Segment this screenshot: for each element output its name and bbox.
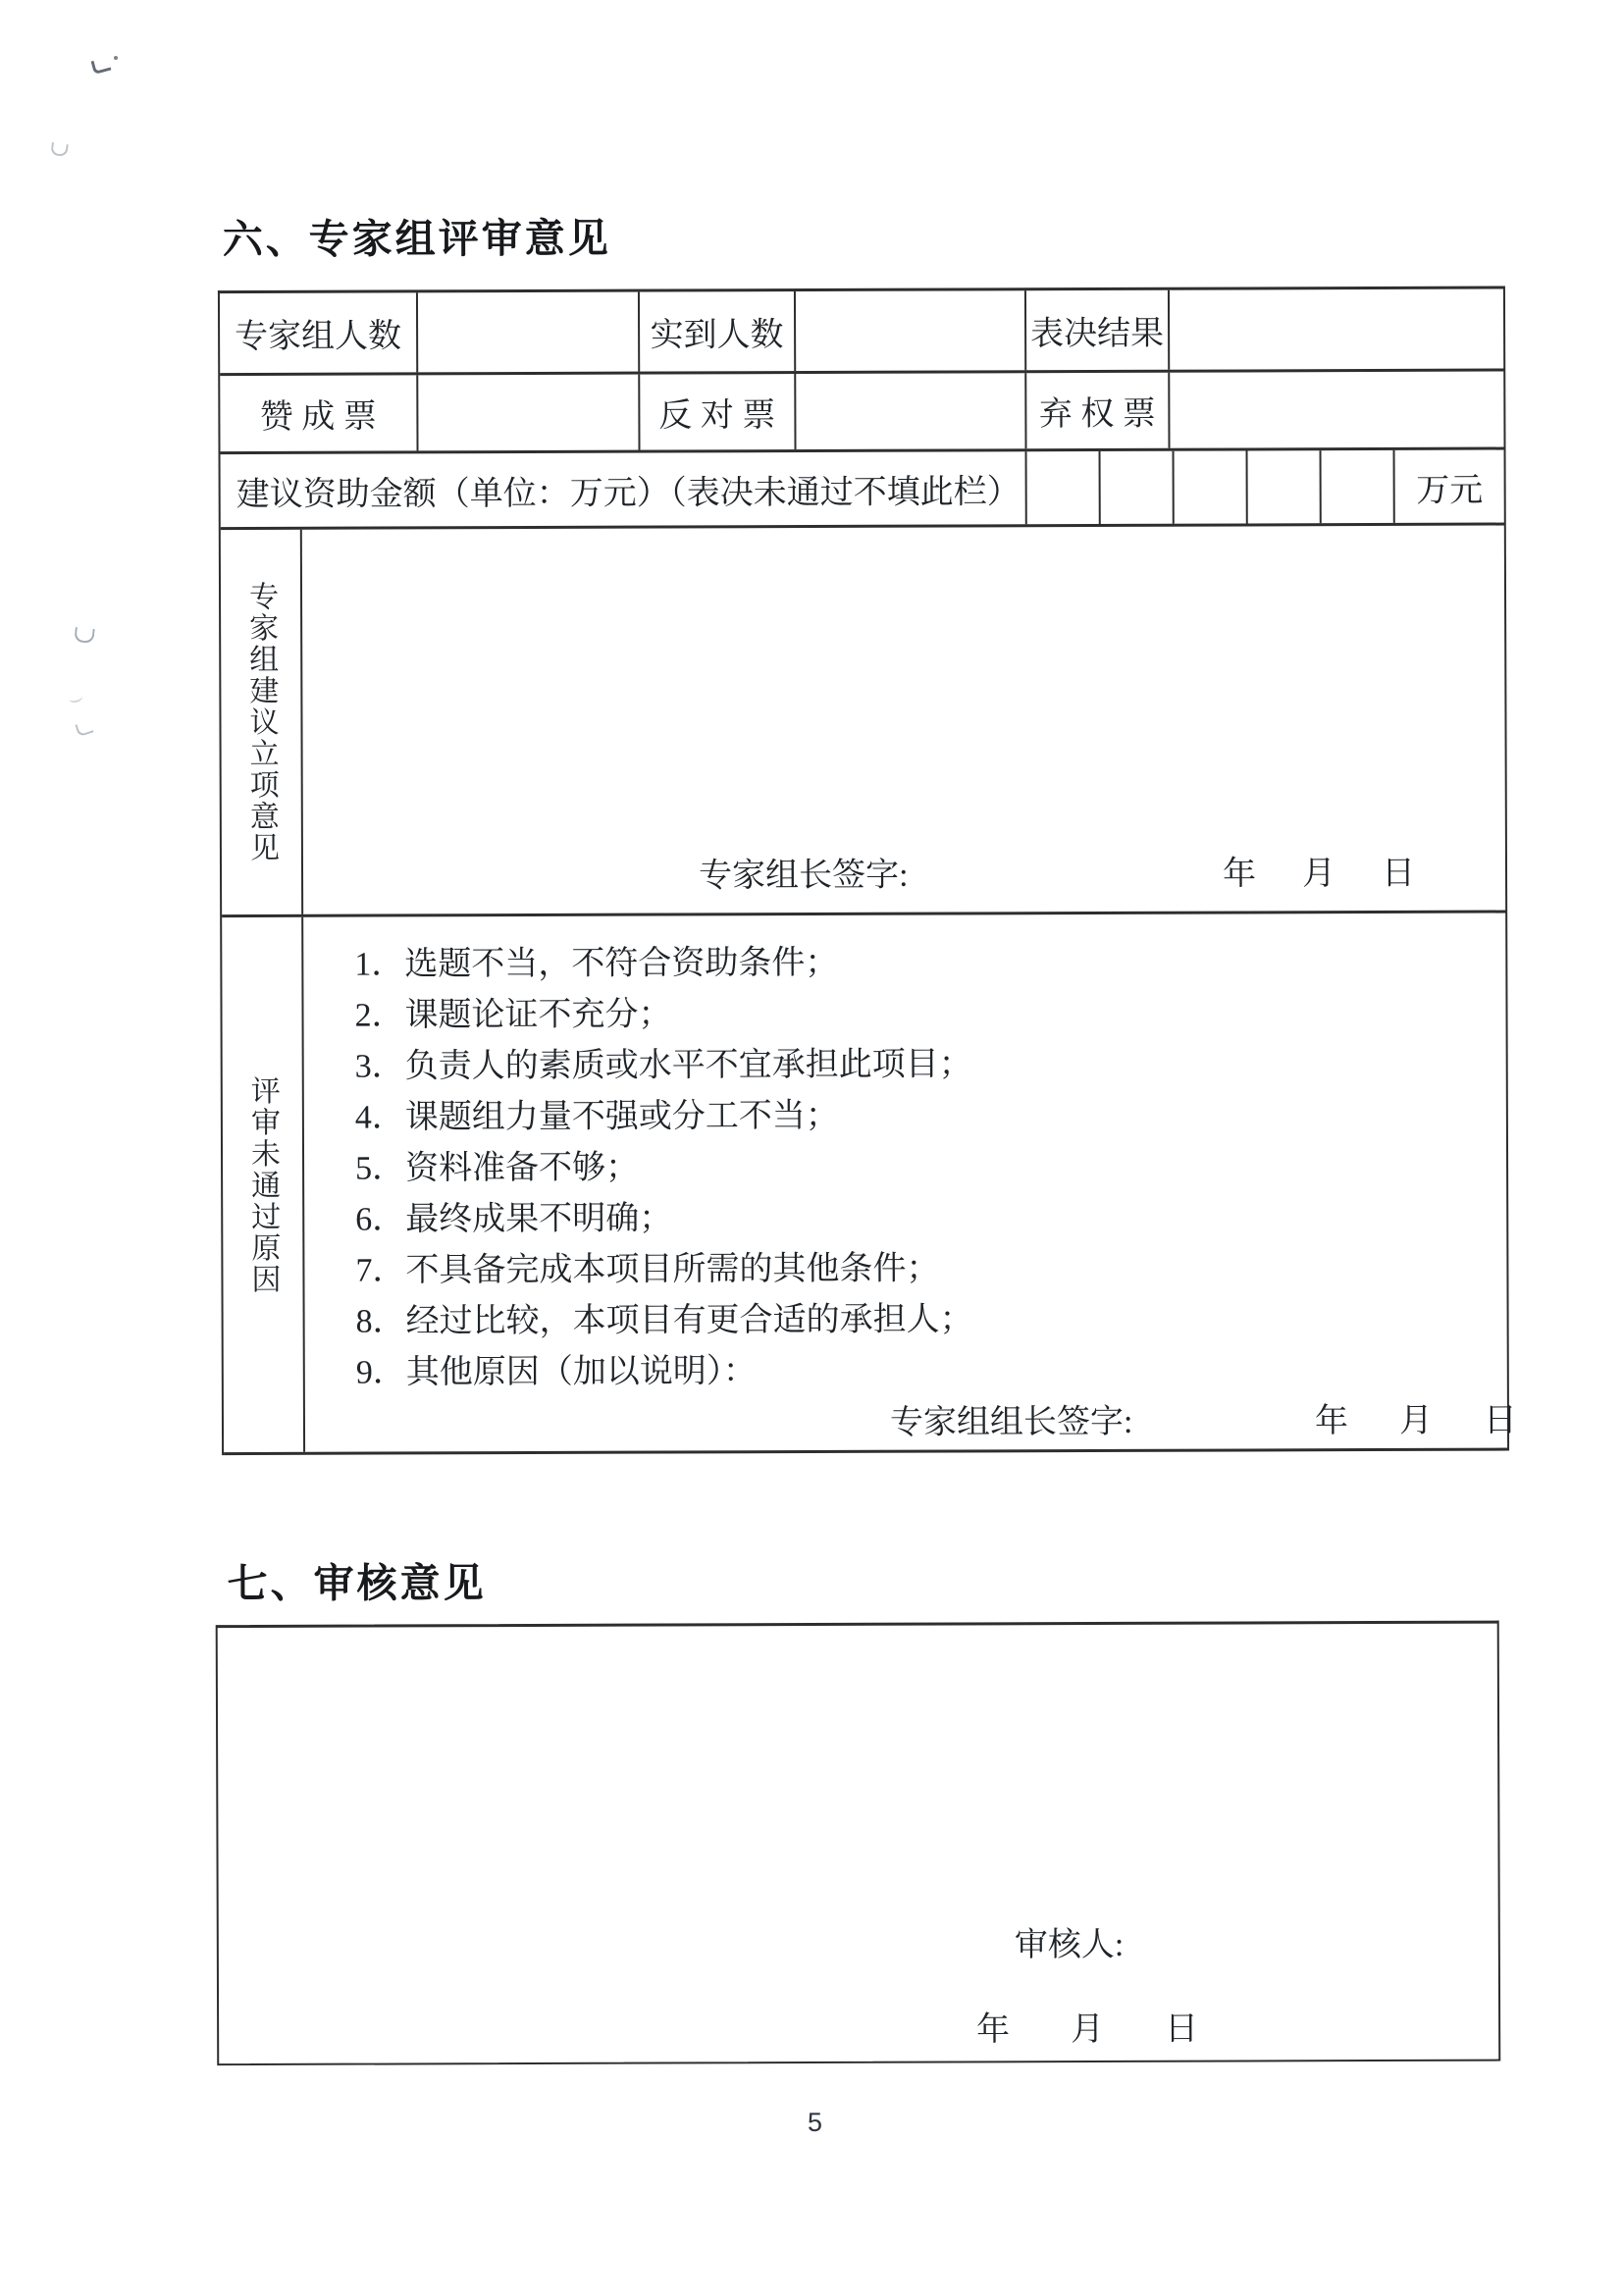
rejection-reasons-area <box>303 913 1518 1452</box>
date-line <box>1315 1392 1517 1441</box>
label-vote-result: 表决结果 <box>1026 290 1170 371</box>
reason-item: 4．课题组力量不强或分工不当； <box>354 1097 839 1136</box>
amount-digit-cell <box>1248 450 1322 523</box>
side-label-proposal-opinion <box>221 530 303 914</box>
table-row <box>221 450 1506 531</box>
proposal-opinion-area <box>302 526 1507 914</box>
reason-item: 8．经过比较，本项目有更合适的承担人； <box>355 1301 973 1340</box>
date-line <box>976 2002 1198 2051</box>
date-day-label: 日 <box>1165 2010 1199 2048</box>
table-row <box>220 372 1505 455</box>
label-oppose-votes: 反 对 票 <box>640 374 796 450</box>
table-row <box>222 913 1518 1456</box>
label-expert-group-count: 专家组人数 <box>220 292 418 373</box>
section7-heading: 七、审核意见 <box>227 1560 487 1607</box>
label-amount-unit: 万元 <box>1395 450 1506 523</box>
audit-opinion-box <box>216 1621 1501 2066</box>
cell-actual-attendance-value <box>796 290 1026 371</box>
section6-heading: 六、专家组评审意见 <box>222 215 611 263</box>
page-number: 5 <box>807 2107 823 2138</box>
reason-item: 1．选题不当，不符合资助条件； <box>354 944 839 983</box>
date-month-label: 月 <box>1301 856 1336 893</box>
date-year-label: 年 <box>1222 856 1257 893</box>
date-day-label: 日 <box>1483 1402 1518 1439</box>
label-abstain-votes: 弃 权 票 <box>1026 373 1170 449</box>
reason-item: 7．不具备完成本项目所需的其他条件； <box>355 1250 940 1289</box>
reason-item: 5．资料准备不够； <box>355 1149 640 1187</box>
reason-item: 2．课题论证不充分； <box>354 996 672 1034</box>
date-month-label: 月 <box>1071 2010 1105 2049</box>
amount-digit-cell <box>1101 451 1175 524</box>
reason-item: 6．最终成果不明确； <box>355 1200 673 1238</box>
cell-abstain-votes-value <box>1170 372 1505 448</box>
cell-vote-result-value <box>1170 289 1505 370</box>
cell-oppose-votes-value <box>796 373 1026 449</box>
amount-digit-cell <box>1175 450 1248 523</box>
date-month-label: 月 <box>1398 1402 1434 1439</box>
expert-review-table <box>218 287 1518 1456</box>
auditor-label: 审核人: <box>1014 1926 1125 1964</box>
label-actual-attendance: 实到人数 <box>640 291 796 372</box>
amount-digit-cell <box>1322 450 1395 523</box>
signature-line <box>303 846 1505 895</box>
table-row <box>221 526 1507 918</box>
signature-label-group-group-leader: 专家组组长签字: <box>889 1403 1133 1441</box>
side-label-text: 评审未通过原因 <box>245 1074 280 1295</box>
label-approve-votes: 赞 成 票 <box>220 375 418 451</box>
date-day-label: 日 <box>1381 855 1416 892</box>
cell-approve-votes-value <box>418 375 640 451</box>
rejection-reasons-list <box>303 913 1507 1399</box>
table-row <box>220 289 1505 377</box>
reason-item: 9．其他原因（加以说明）： <box>355 1353 757 1391</box>
amount-digit-cell <box>1027 451 1101 524</box>
side-label-text: 专家组建议立项意见 <box>243 580 278 864</box>
reason-item: 3．负责人的素质或水平不宜承担此项目； <box>354 1046 972 1085</box>
label-suggested-amount: 建议资助金额（单位：万元）（表决未通过不填此栏） <box>221 451 1027 527</box>
side-label-rejection-reasons <box>222 917 305 1452</box>
date-year-label: 年 <box>976 2011 1011 2049</box>
signature-line <box>305 1393 1518 1441</box>
date-year-label: 年 <box>1314 1403 1349 1440</box>
cell-expert-group-count-value <box>418 292 640 373</box>
date-line <box>1223 846 1415 895</box>
signature-label-group-leader: 专家组长签字: <box>698 857 909 895</box>
